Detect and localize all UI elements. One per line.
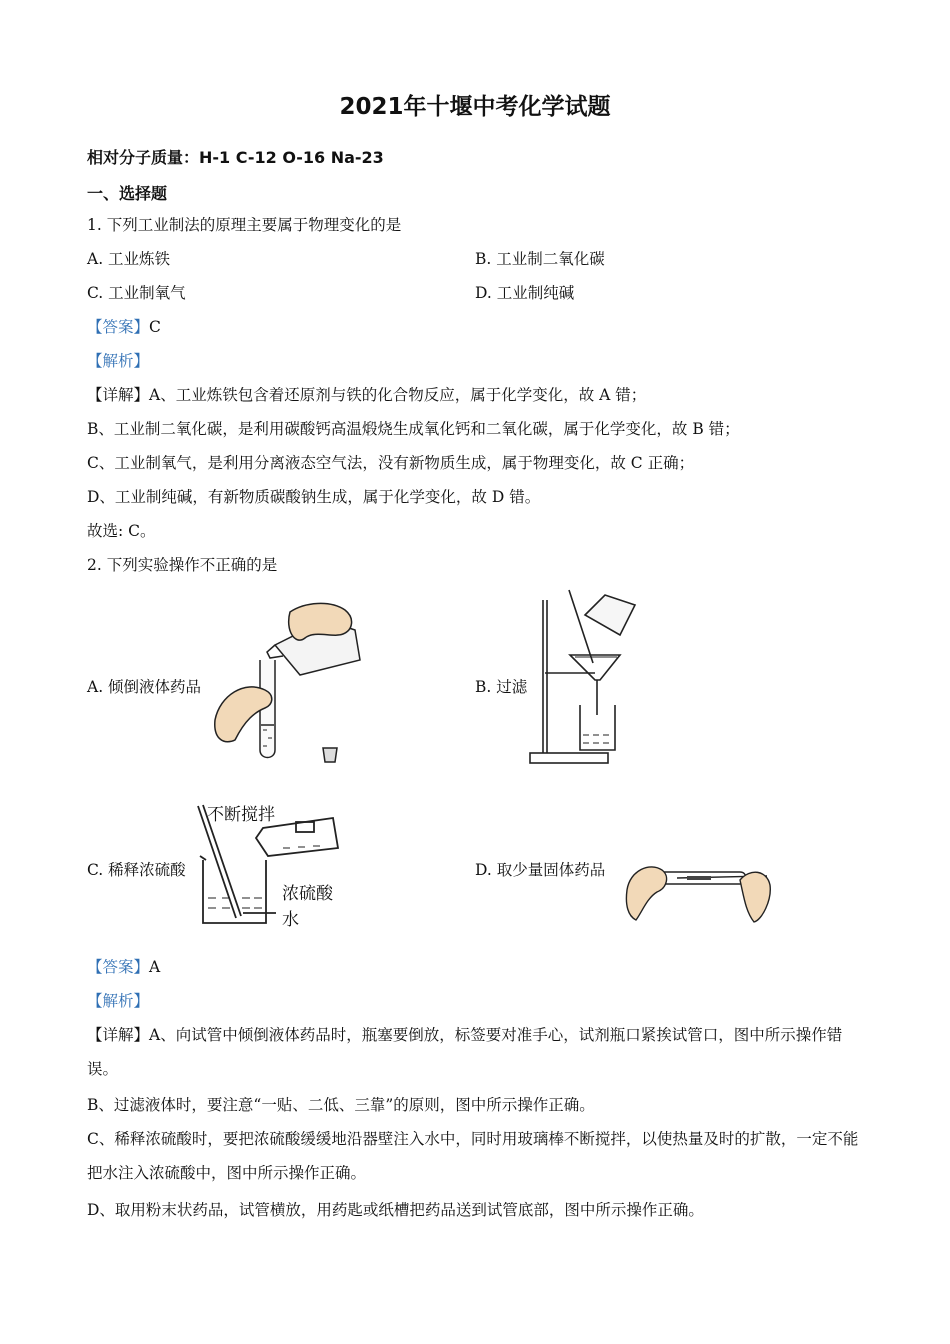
detail-tag: 【详解】 (87, 1026, 150, 1044)
acid-label: 浓硫酸 (282, 884, 333, 904)
answer-tag: 【答案】 (87, 318, 150, 336)
q2-detail-d: D、取用粉末状药品，试管横放，用药匙或纸槽把药品送到试管底部，图中所示操作正确。 (87, 1201, 704, 1219)
q2-stem: 2. 下列实验操作不正确的是 (87, 556, 278, 574)
solid-reagent-figure (622, 850, 772, 930)
answer-value: A (149, 958, 161, 976)
pour-liquid-figure (205, 600, 375, 770)
answer-value: C (149, 318, 161, 336)
q2-answer (87, 957, 160, 977)
section-heading: 一、选择题 (87, 184, 168, 203)
q1-conclusion: 故选: C。 (87, 522, 156, 540)
q1-option-b: B. 工业制二氧化碳 (475, 250, 605, 268)
q1-option-d: D. 工业制纯碱 (475, 284, 575, 302)
stir-label: 不断搅拌 (207, 805, 275, 825)
q2-analysis-tag: 【解析】 (87, 992, 150, 1010)
q1-detail-a (87, 385, 646, 405)
q2-detail-b: B、过滤液体时，要注意“一贴、二低、三靠”的原则，图中所示操作正确。 (87, 1096, 595, 1114)
q1-option-c: C. 工业制氧气 (87, 284, 186, 302)
detail-text: A、向试管中倾倒液体药品时，瓶塞要倒放，标签要对准手心，试剂瓶口紧挨试管口，图中所示操作错误。 (87, 1026, 843, 1078)
q1-option-a: A. 工业炼铁 (87, 250, 171, 268)
q1-analysis-tag: 【解析】 (87, 352, 150, 370)
water-label: 水 (282, 910, 299, 930)
q2-option-a: A. 倾倒液体药品 (87, 678, 202, 696)
q1-detail-d: D、工业制纯碱，有新物质碳酸钠生成，属于化学变化，故 D 错。 (87, 488, 541, 506)
answer-tag: 【答案】 (87, 958, 150, 976)
q1-answer (87, 317, 161, 337)
q1-detail-c: C、工业制氧气，是利用分离液态空气法，没有新物质生成，属于物理变化，故 C 正确； (87, 454, 695, 472)
page-title: 2021年十堰中考化学试题 (339, 94, 611, 120)
detail-text: A、工业炼铁包含着还原剂与铁的化合物反应，属于化学变化，故 A 错； (149, 386, 647, 404)
filtration-figure (525, 585, 665, 775)
q1-detail-b: B、工业制二氧化碳，是利用碳酸钙高温煅烧生成氧化钙和二氧化碳，属于化学变化，故 B 错； (87, 420, 740, 438)
q2-detail-c: C、稀释浓硫酸时，要把浓硫酸缓缓地沿器壁注入水中，同时用玻璃棒不断搅拌，以使热量及时的扩散，一定不能把水注入浓硫酸中，图中所示操作正确。 (87, 1130, 859, 1182)
detail-tag: 【详解】 (87, 386, 150, 404)
q2-option-b: B. 过滤 (475, 678, 528, 696)
q2-detail-a (87, 1018, 867, 1086)
q2-option-c: C. 稀释浓硫酸 (87, 861, 186, 879)
q1-stem: 1. 下列工业制法的原理主要属于物理变化的是 (87, 216, 402, 234)
molar-mass-line: 相对分子质量：H-1 C-12 O-16 Na-23 (87, 148, 384, 167)
q2-option-d: D. 取少量固体药品 (475, 861, 606, 879)
